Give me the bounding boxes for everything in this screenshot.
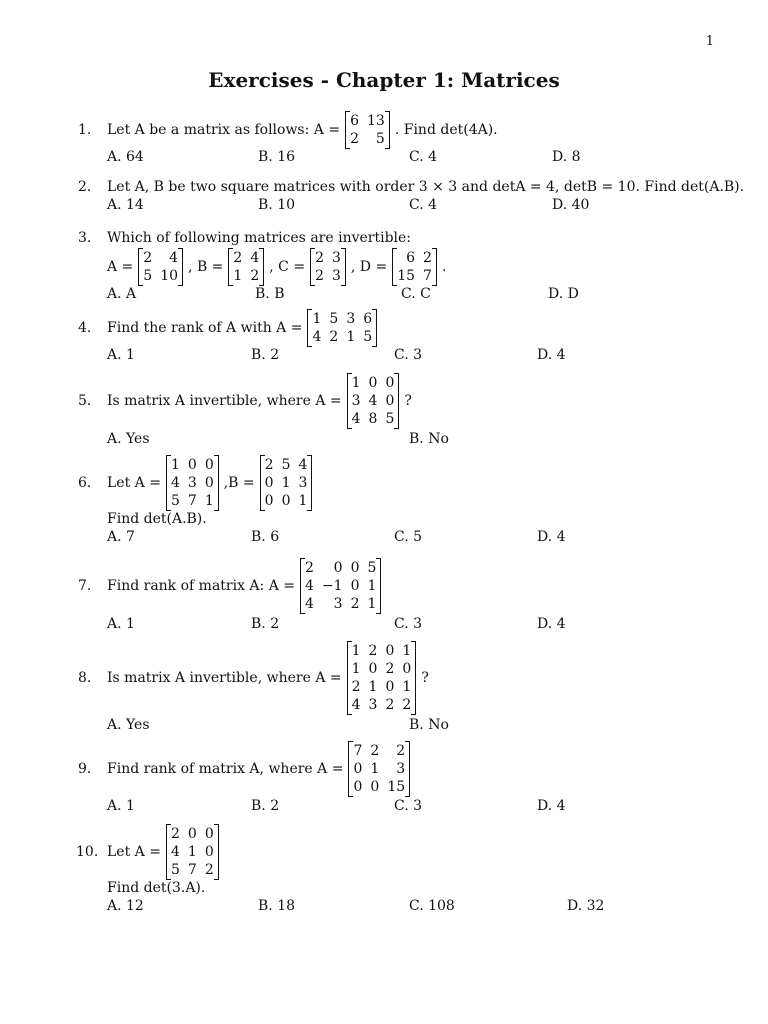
matrix-lhs: A = (107, 259, 134, 275)
option-b[interactable]: B. 2 (251, 616, 280, 632)
question-6 (78, 456, 728, 546)
answer-options (76, 897, 728, 915)
matrix-c (310, 249, 346, 285)
question-4 (78, 310, 728, 364)
matrix-a (166, 825, 219, 879)
matrix-cell: 2 (351, 679, 361, 695)
option-b[interactable]: B. No (409, 431, 449, 447)
question-10 (76, 825, 728, 915)
matrix-cell: 2 (233, 250, 243, 266)
matrix-a (347, 374, 400, 428)
matrix-cell: 4 (312, 329, 322, 345)
matrix-cell: 5 (281, 457, 291, 473)
matrix-cell: 2 (423, 250, 432, 266)
question-number: 8. (78, 670, 92, 686)
matrix-b (228, 249, 264, 285)
matrix-cell: 0 (264, 475, 274, 491)
matrix-cell: 0 (368, 375, 378, 391)
matrix-cell: 8 (368, 411, 378, 427)
answer-options (78, 148, 728, 166)
answer-options (78, 716, 728, 734)
matrix-lhs: A = (134, 475, 161, 491)
question-number: 10. (76, 844, 99, 860)
matrix-a (345, 112, 390, 148)
matrix-cell: 3 (331, 268, 341, 284)
matrix-a (347, 642, 417, 714)
matrix-cell: 4 (169, 250, 179, 266)
matrix-cell: 1 (402, 679, 412, 695)
matrix-lhs: , D = (350, 259, 388, 275)
question-text: Is matrix A invertible, where (107, 393, 311, 409)
question-text: Let (107, 475, 131, 491)
matrix-cell: 5 (375, 131, 385, 147)
question-text: Let A, B be two square matrices with order 3 × 3 and detA = 4, detB = 10. Find det(A.B). (107, 179, 745, 195)
question-7 (78, 559, 728, 633)
matrix-lhs: ,B = (223, 475, 255, 491)
matrix-cell: 1 (233, 268, 243, 284)
matrix-cell: 2 (250, 268, 260, 284)
matrix-lhs: A = (134, 844, 161, 860)
matrix-cell: 4 (368, 393, 378, 409)
option-d[interactable]: D. 8 (552, 149, 581, 165)
question-number: 9. (78, 761, 92, 777)
matrix-cell: 4 (170, 844, 180, 860)
matrix-cell: 3 (187, 475, 197, 491)
matrix-cell: 0 (350, 560, 360, 576)
matrix-cell: 0 (264, 493, 274, 509)
matrix-cell: 4 (298, 457, 308, 473)
matrix-lhs: A = (313, 122, 341, 138)
matrix-cell: 2 (315, 250, 324, 266)
matrix-cell: 6 (406, 250, 416, 266)
matrix-cell: 2 (315, 268, 324, 284)
matrix-cell: 0 (385, 393, 395, 409)
question-text: Find rank of matrix A, where (107, 761, 313, 777)
option-c[interactable]: C. 4 (409, 197, 438, 213)
matrix-cell: 1 (367, 578, 377, 594)
matrix-cell: 1 (204, 493, 214, 509)
matrix-a (166, 456, 219, 510)
matrix-lhs: A = (317, 761, 344, 777)
option-d[interactable]: D. 32 (567, 898, 605, 914)
matrix-cell: 5 (170, 493, 180, 509)
matrix-d (392, 249, 437, 285)
matrix-cell: 0 (350, 578, 360, 594)
question-number: 4. (78, 320, 92, 336)
question-text-end: . Find det(4A). (394, 122, 498, 138)
matrix-cell: 0 (353, 779, 363, 795)
matrix-a (300, 559, 381, 613)
matrix-a (348, 742, 410, 796)
option-a[interactable]: A. 1 (107, 798, 135, 814)
matrix-a (138, 249, 183, 285)
matrix-cell: 2 (385, 661, 395, 677)
matrix-cell: 0 (204, 826, 214, 842)
page-number: 1 (705, 34, 714, 49)
matrix-cell: −1 (321, 578, 343, 594)
option-a[interactable]: A. 14 (107, 197, 144, 213)
matrix-cell: 5 (170, 862, 180, 878)
matrix-cell: 2 (350, 131, 360, 147)
question-text: Is matrix A invertible, where (107, 670, 311, 686)
option-a[interactable]: A. 12 (107, 898, 144, 914)
question-line-2: Find det(A.B). (107, 511, 207, 527)
matrix-cell: 1 (402, 643, 412, 659)
option-d[interactable]: D. 4 (537, 798, 566, 814)
option-d[interactable]: D. 4 (537, 529, 566, 545)
matrix-cell: 2 (143, 250, 153, 266)
matrix-cell: 4 (351, 411, 361, 427)
matrix-cell: 0 (353, 761, 363, 777)
matrix-lhs: , B = (188, 259, 224, 275)
matrix-cell: 1 (351, 661, 361, 677)
question-9 (78, 742, 728, 815)
option-b[interactable]: B. 2 (251, 798, 280, 814)
matrix-cell: 0 (385, 375, 395, 391)
matrix-cell: 3 (298, 475, 308, 491)
option-b[interactable]: B. B (255, 286, 285, 302)
matrix-cell: 7 (187, 862, 197, 878)
matrix-cell: 1 (351, 375, 361, 391)
answer-options (78, 797, 728, 815)
matrix-cell: 3 (351, 393, 361, 409)
matrix-cell: 2 (305, 560, 314, 576)
matrix-cell: 3 (331, 250, 341, 266)
matrix-cell: 1 (170, 457, 180, 473)
option-c[interactable]: C. 4 (409, 149, 438, 165)
question-text-end: . (441, 259, 447, 275)
question-text-end: ? (421, 670, 429, 686)
answer-options (78, 430, 728, 448)
question-line-2: Find det(3.A). (107, 880, 206, 896)
question-text: Let A be a matrix as follows: (107, 122, 310, 138)
question-number: 6. (78, 475, 92, 491)
matrix-cell: 1 (368, 679, 378, 695)
matrix-cell: 15 (387, 779, 406, 795)
option-d[interactable]: D. 4 (537, 347, 566, 363)
matrix-lhs: , C = (269, 259, 306, 275)
matrix-cell: 2 (264, 457, 274, 473)
option-a[interactable]: A. Yes (107, 431, 150, 447)
matrix-cell: 5 (367, 560, 377, 576)
matrix-cell: 1 (298, 493, 308, 509)
answer-options (78, 196, 728, 214)
question-text: Let (107, 844, 131, 860)
option-b[interactable]: B. 18 (258, 898, 296, 914)
matrix-cell: 5 (143, 268, 153, 284)
matrix-cell: 0 (385, 643, 395, 659)
matrix-cell: 0 (204, 457, 214, 473)
matrix-cell: 13 (367, 113, 385, 129)
matrix-cell: 0 (204, 475, 214, 491)
matrix-lhs: A = (315, 670, 342, 686)
matrix-cell: 2 (402, 697, 412, 713)
matrix-cell: 0 (187, 826, 197, 842)
option-d[interactable]: D. 40 (552, 197, 590, 213)
option-c[interactable]: C. 3 (394, 616, 423, 632)
question-3 (78, 229, 728, 303)
option-d[interactable]: D. D (548, 286, 579, 302)
matrix-cell: 4 (305, 578, 314, 594)
option-a[interactable]: A. Yes (107, 717, 150, 733)
matrix-cell: 3 (368, 697, 378, 713)
matrix-cell: 2 (350, 596, 360, 612)
matrix-cell: 2 (396, 743, 406, 759)
matrix-cell: 4 (250, 250, 260, 266)
option-b[interactable]: B. No (409, 717, 449, 733)
question-number: 1. (78, 122, 92, 138)
matrix-cell: 4 (170, 475, 180, 491)
matrix-b (260, 456, 313, 510)
matrix-cell: 2 (329, 329, 339, 345)
matrix-cell: 2 (204, 862, 214, 878)
page-title: Exercises - Chapter 1: Matrices (208, 68, 560, 92)
option-a[interactable]: A. 64 (107, 149, 144, 165)
option-c[interactable]: C. C (401, 286, 431, 302)
matrix-cell: 3 (396, 761, 406, 777)
question-number: 5. (78, 393, 92, 409)
matrix-cell: 2 (370, 743, 380, 759)
question-text: Find rank of matrix A: (107, 578, 265, 594)
option-a[interactable]: A. 7 (107, 529, 135, 545)
matrix-cell: 5 (329, 311, 339, 327)
question-number: 2. (78, 179, 92, 195)
matrix-cell: 10 (160, 268, 179, 284)
question-text-end: ? (404, 393, 412, 409)
question-text: Find the rank of A with (107, 320, 272, 336)
question-number: 7. (78, 578, 92, 594)
matrix-cell: 4 (305, 596, 314, 612)
option-b[interactable]: B. 2 (251, 347, 280, 363)
answer-options (78, 285, 728, 303)
matrix-cell: 1 (370, 761, 380, 777)
matrix-cell: 0 (281, 493, 291, 509)
option-b[interactable]: B. 6 (251, 529, 280, 545)
matrix-cell: 0 (402, 661, 412, 677)
matrix-cell: 0 (385, 679, 395, 695)
option-b[interactable]: B. 16 (258, 149, 296, 165)
matrix-cell: 1 (281, 475, 291, 491)
matrix-cell: 1 (346, 329, 356, 345)
matrix-cell: 1 (367, 596, 377, 612)
option-a[interactable]: A. A (107, 286, 137, 302)
matrix-cell: 0 (333, 560, 343, 576)
option-a[interactable]: A. 1 (107, 347, 135, 363)
matrix-cell: 7 (187, 493, 197, 509)
option-c[interactable]: C. 108 (409, 898, 455, 914)
matrix-cell: 3 (333, 596, 343, 612)
answer-options (78, 528, 728, 546)
matrix-cell: 1 (312, 311, 322, 327)
matrix-cell: 0 (370, 779, 380, 795)
option-d[interactable]: D. 4 (537, 616, 566, 632)
matrix-cell: 6 (363, 311, 373, 327)
matrix-cell: 0 (187, 457, 197, 473)
question-text: Which of following matrices are invertible: (107, 230, 412, 246)
matrix-cell: 2 (170, 826, 180, 842)
matrix-cell: 15 (397, 268, 416, 284)
option-b[interactable]: B. 10 (258, 197, 296, 213)
matrix-lhs: A = (268, 578, 296, 594)
matrix-lhs: A = (276, 320, 303, 336)
matrix-cell: 7 (423, 268, 432, 284)
matrix-cell: 0 (204, 844, 214, 860)
matrix-cell: 1 (187, 844, 197, 860)
matrix-cell: 6 (350, 113, 360, 129)
matrix-cell: 0 (368, 661, 378, 677)
question-1 (78, 112, 728, 166)
matrix-a (307, 310, 377, 346)
option-a[interactable]: A. 1 (107, 616, 135, 632)
matrix-cell: 7 (353, 743, 363, 759)
matrix-lhs: A = (315, 393, 342, 409)
question-5 (78, 374, 728, 448)
matrix-cell: 5 (385, 411, 395, 427)
answer-options (78, 615, 728, 633)
option-c[interactable]: C. 3 (394, 798, 423, 814)
option-c[interactable]: C. 3 (394, 347, 423, 363)
question-8 (78, 642, 728, 734)
option-c[interactable]: C. 5 (394, 529, 423, 545)
matrix-cell: 2 (385, 697, 395, 713)
matrix-cell: 5 (363, 329, 373, 345)
matrix-cell: 4 (351, 697, 361, 713)
matrix-cell: 1 (351, 643, 361, 659)
question-number: 3. (78, 230, 92, 246)
answer-options (78, 346, 728, 364)
matrix-cell: 2 (368, 643, 378, 659)
matrix-cell: 3 (346, 311, 356, 327)
question-2 (78, 178, 745, 214)
